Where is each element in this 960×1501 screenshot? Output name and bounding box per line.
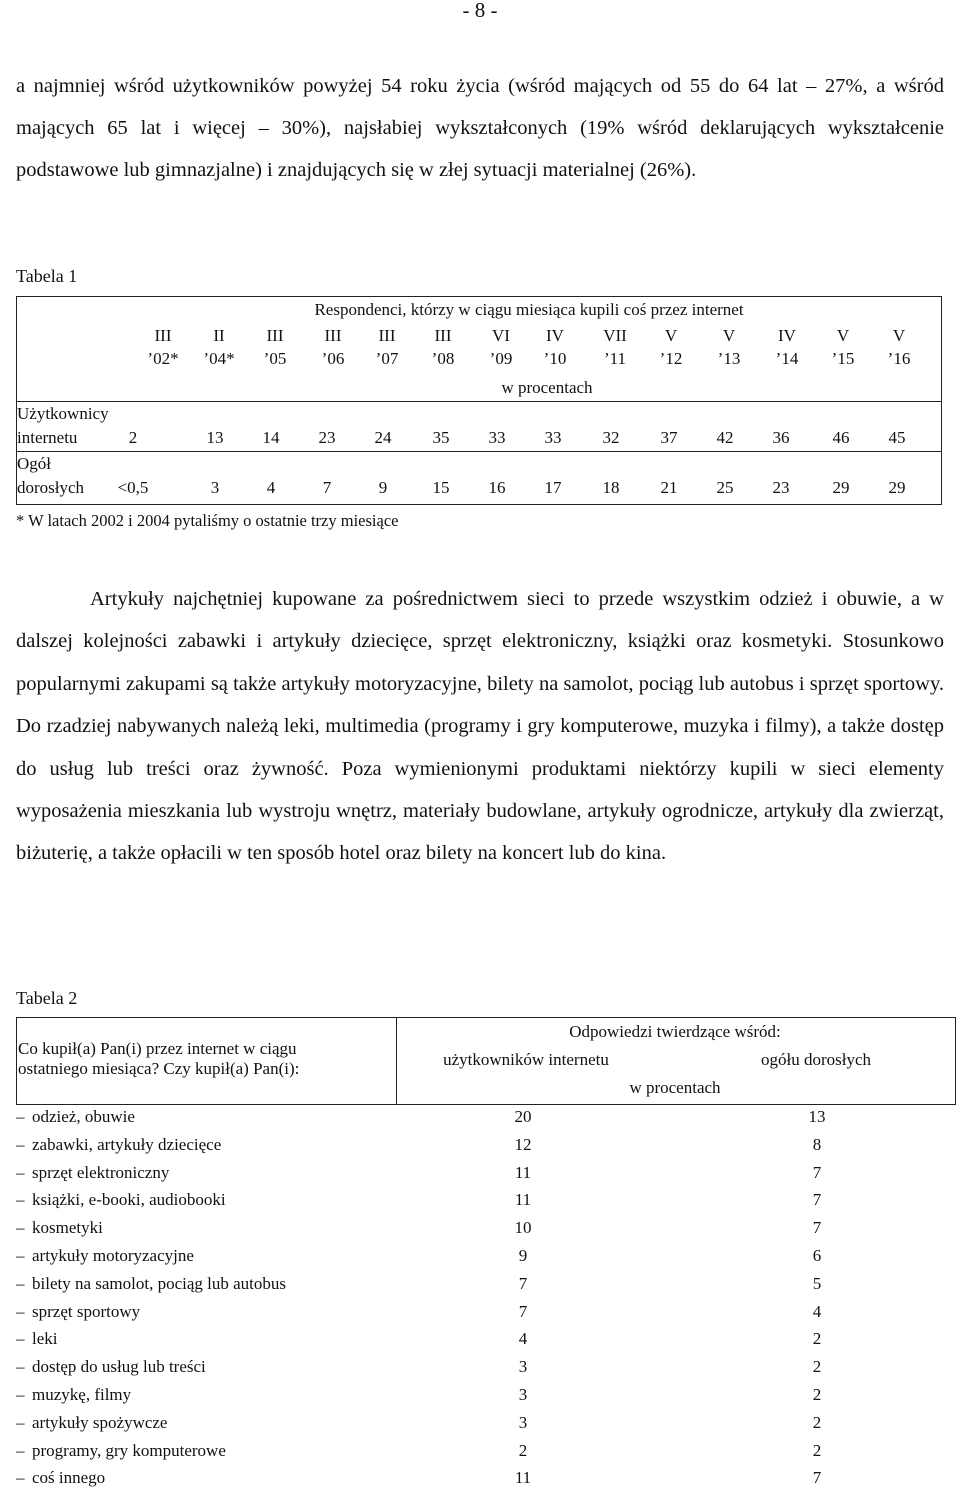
table-2-row: [16, 1131, 956, 1159]
item-users-value: 11: [514, 1190, 532, 1210]
item-users-value: 11: [514, 1162, 532, 1182]
item-label: coś innego: [32, 1468, 106, 1488]
column-header-top: IV: [546, 326, 564, 345]
table-1-cell: 4: [266, 478, 276, 497]
list-dash: –: [16, 1468, 25, 1488]
item-label: artykuły motoryzacyjne: [32, 1246, 194, 1265]
column-header-top: V: [836, 326, 850, 345]
table-1-cell: 9: [378, 478, 388, 497]
item-label: sprzęt sportowy: [32, 1301, 141, 1321]
item-users-value: 7: [518, 1273, 528, 1293]
item-users-value: 20: [514, 1107, 532, 1126]
item-users-value: 3: [518, 1357, 528, 1377]
column-header-top: III: [324, 326, 342, 345]
table-1-cell: 3: [210, 478, 220, 497]
table-1-cell: <0,5: [117, 478, 149, 497]
table-1-cell: 14: [262, 428, 280, 447]
column-header-bottom: ’06: [321, 349, 345, 368]
page-number: - 8 -: [462, 0, 498, 22]
column-header-bottom: ’10: [543, 349, 567, 368]
table-2: [16, 1017, 956, 1501]
table-1-divider: [17, 401, 941, 402]
table-1-cell: 33: [488, 428, 506, 447]
column-header-bottom: ’14: [775, 349, 799, 368]
list-dash: –: [16, 1357, 25, 1377]
table-1-cell: 17: [544, 478, 562, 497]
item-label: dostęp do usług lub treści: [32, 1357, 206, 1377]
list-dash: –: [16, 1134, 25, 1154]
column-header-bottom: ’13: [717, 349, 741, 368]
item-label: odzież, obuwie: [32, 1107, 135, 1126]
list-dash: –: [16, 1440, 25, 1460]
column-header-bottom: ’09: [489, 349, 513, 368]
item-adults-value: 2: [812, 1385, 822, 1404]
item-users-value: 9: [518, 1246, 528, 1265]
table-1-divider: [17, 451, 941, 452]
item-adults-value: 7: [812, 1218, 822, 1238]
column-header-top: V: [722, 326, 736, 345]
table-1: [16, 296, 942, 505]
table-2-row: [16, 1464, 956, 1492]
table-1-cell: 16: [488, 478, 506, 497]
table-1-cell: 29: [832, 478, 850, 497]
paragraph-2: Artykuły najchętniej kupowane za pośrednictwem sieci to przede wszystkim odzież i obuwie, a w dalszej kolejności zabawki i artykuły dziecięce, sprzęt elektroniczny, książki oraz kosmetyki. Stosunkowo popularnymi zakupami są także artykuły motoryzacyjne, bilety na samolot, pociąg lub autobus i sprzęt sportowy. Do rzadziej nabywanych należą leki, multimedia (programy i gry komputerowe, muzyka i filmy), a także dostęp do usług lub treści oraz żywność. Poza wymienionymi produktami niektórzy kupili w sieci elementy wyposażenia mieszkania lub wystroju wnętrz, materiały budowlane, artykuły ogrodnicze, artykuły dla zwierząt, biżuterię, a także opłacili w ten sposób hotel oraz bilety na koncert lub do kina.: [16, 588, 944, 865]
column-header-top: III: [434, 326, 452, 345]
list-dash: –: [16, 1107, 25, 1126]
item-label: leki: [32, 1329, 58, 1349]
item-label: bilety na samolot, pociąg lub autobus: [32, 1273, 287, 1293]
column-header-top: II: [213, 326, 225, 345]
item-adults-value: 2: [812, 1329, 822, 1349]
item-label: książki, e-booki, audiobooki: [32, 1190, 226, 1210]
item-users-value: 10: [514, 1218, 532, 1238]
item-users-value: 12: [514, 1134, 532, 1154]
item-users-value: 7: [518, 1301, 528, 1321]
column-header-top: III: [266, 326, 284, 345]
item-adults-value: 7: [812, 1190, 822, 1210]
item-label: kosmetyki: [32, 1218, 103, 1238]
table-1-cell: 15: [432, 478, 450, 497]
item-adults-value: 13: [808, 1107, 826, 1126]
question-line-1: Co kupił(a) Pan(i) przez internet w ciągu: [18, 1039, 297, 1058]
question-line-2: ostatniego miesiąca? Czy kupił(a) Pan(i):: [18, 1059, 300, 1078]
table-2-row: [16, 1298, 956, 1326]
table-1-cell: 7: [322, 478, 332, 497]
column-header-bottom: ’04*: [203, 349, 235, 368]
table-2-row: [16, 1437, 956, 1465]
column-header-bottom: ’05: [263, 349, 287, 368]
table-1-cell: 25: [716, 478, 734, 497]
table-2-unit: w procentach: [629, 1078, 721, 1097]
row-users-label-1: Użytkownicy: [17, 404, 109, 423]
table-2-row: [16, 1214, 956, 1242]
table-2-row: [16, 1186, 956, 1214]
table-1-footnote: * W latach 2002 i 2004 pytaliśmy o ostatnie trzy miesiące: [16, 511, 399, 530]
table-1-cell: 32: [602, 428, 620, 447]
item-label: zabawki, artykuły dziecięce: [32, 1134, 222, 1154]
table-2-row: [16, 1159, 956, 1187]
column-header-top: III: [378, 326, 396, 345]
column-users-header: użytkowników internetu: [443, 1050, 609, 1069]
column-header-top: VII: [603, 326, 627, 345]
paragraph-1: a najmniej wśród użytkowników powyżej 54 roku życia (wśród mających od 55 do 64 lat – 27%, a wśród mających 65 lat i więcej – 30%), najsłabiej wykształconych (19% wśród deklarujących wykształcenie podstawowe lub gimnazjalne) i znajdujących się w złej sytuacji materialnej (26%).: [16, 75, 944, 181]
item-adults-value: 7: [812, 1162, 822, 1182]
table-1-cell: 13: [206, 428, 224, 447]
table-1-cell: 2: [128, 428, 138, 447]
item-adults-value: 7: [812, 1468, 822, 1488]
answers-header: Odpowiedzi twierdzące wśród:: [569, 1022, 781, 1041]
column-header-bottom: ’02*: [147, 349, 179, 368]
table-1-header: Respondenci, którzy w ciągu miesiąca kupili coś przez internet: [314, 300, 744, 319]
table-2-label: Tabela 2: [16, 988, 78, 1008]
column-header-top: IV: [778, 326, 796, 345]
list-dash: –: [16, 1162, 25, 1182]
column-header-bottom: ’11: [603, 349, 627, 368]
column-adults-header: ogółu dorosłych: [760, 1050, 872, 1069]
table-1-cell: 23: [772, 478, 790, 497]
table-1-cell: 21: [660, 478, 678, 497]
table-1-cell: 37: [660, 428, 678, 447]
item-users-value: 3: [518, 1412, 528, 1432]
list-dash: –: [16, 1273, 25, 1293]
row-adults-label-1: Ogół: [17, 454, 51, 473]
column-header-bottom: ’07: [375, 349, 399, 368]
table-2-row: [16, 1353, 956, 1381]
list-dash: –: [16, 1218, 25, 1238]
table-1-cell: 18: [602, 478, 620, 497]
list-dash: –: [16, 1329, 25, 1349]
column-header-top: V: [892, 326, 906, 345]
item-label: sprzęt elektroniczny: [32, 1162, 170, 1182]
item-adults-value: 2: [812, 1412, 822, 1432]
table-1-cell: 23: [318, 428, 336, 447]
item-adults-value: 6: [812, 1246, 822, 1265]
column-header-bottom: ’08: [431, 349, 455, 368]
item-users-value: 2: [518, 1440, 528, 1460]
table-1-cell: 46: [832, 428, 850, 447]
table-2-row: [16, 1381, 956, 1409]
column-header-top: III: [154, 326, 172, 345]
list-dash: –: [16, 1246, 25, 1265]
item-adults-value: 2: [812, 1357, 822, 1377]
table-1-cell: 29: [888, 478, 906, 497]
table-2-row: [16, 1325, 956, 1353]
list-dash: –: [16, 1385, 25, 1404]
table-1-cell: 35: [432, 428, 450, 447]
column-header-top: VI: [492, 326, 510, 345]
column-header-bottom: ’15: [831, 349, 855, 368]
row-adults-label-2: dorosłych: [17, 478, 85, 497]
column-header-bottom: ’12: [659, 349, 683, 368]
table-1-cell: 33: [544, 428, 562, 447]
item-users-value: 11: [514, 1468, 532, 1488]
item-adults-value: 2: [812, 1440, 822, 1460]
table-1-cell: 45: [888, 428, 906, 447]
item-users-value: 4: [518, 1329, 528, 1349]
table-2-row: [16, 1409, 956, 1437]
column-header-bottom: ’16: [887, 349, 911, 368]
table-1-unit: w procentach: [501, 378, 593, 397]
column-header-top: V: [664, 326, 678, 345]
table-1-cell: 36: [772, 428, 790, 447]
item-adults-value: 5: [812, 1273, 822, 1293]
table-1-cell: 24: [374, 428, 392, 447]
list-dash: –: [16, 1301, 25, 1321]
item-label: programy, gry komputerowe: [32, 1440, 226, 1460]
table-2-row: [16, 1103, 956, 1131]
item-label: muzykę, filmy: [32, 1385, 132, 1404]
table-1-label: Tabela 1: [16, 266, 78, 286]
list-dash: –: [16, 1412, 25, 1432]
table-2-row: [16, 1242, 956, 1270]
item-adults-value: 8: [812, 1134, 822, 1154]
table-2-row: [16, 1270, 956, 1298]
item-adults-value: 4: [812, 1301, 822, 1321]
table-1-cell: 42: [716, 428, 734, 447]
list-dash: –: [16, 1190, 25, 1210]
item-users-value: 3: [518, 1385, 528, 1404]
item-label: artykuły spożywcze: [32, 1412, 168, 1432]
row-users-label-2: internetu: [17, 428, 78, 447]
